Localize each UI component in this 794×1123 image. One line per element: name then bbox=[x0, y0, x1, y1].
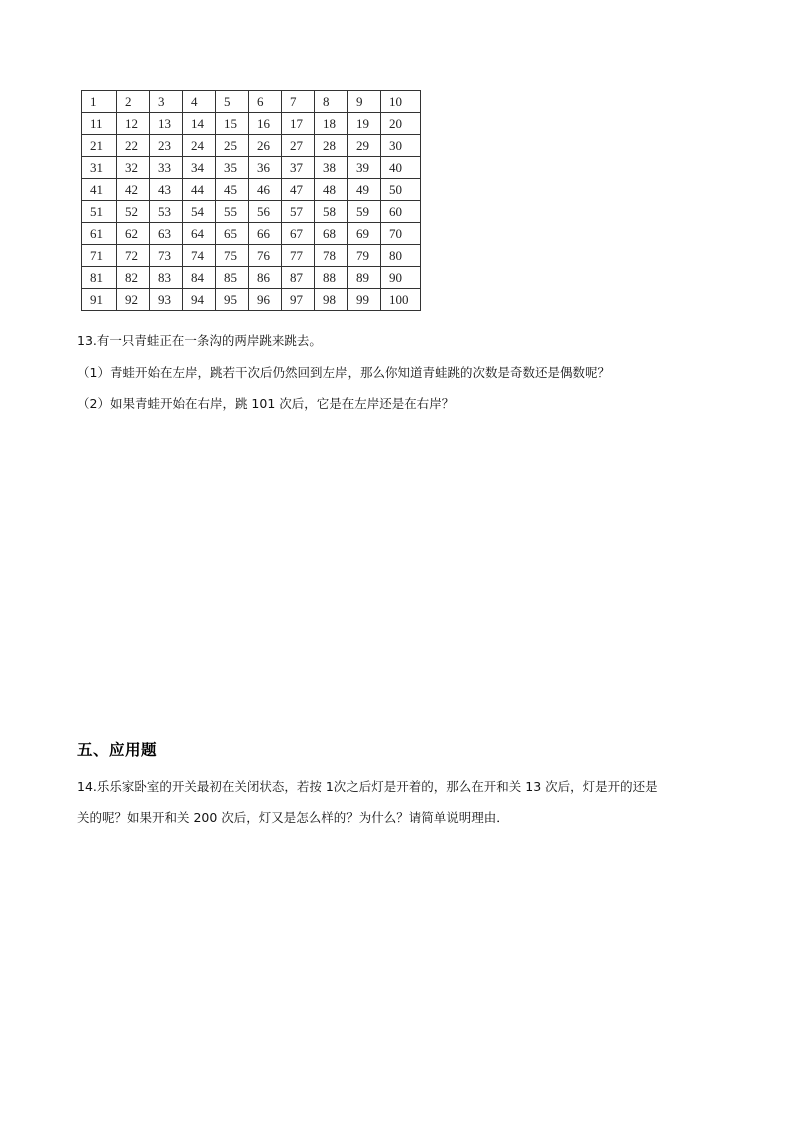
table-cell: 79 bbox=[348, 245, 381, 267]
table-cell: 94 bbox=[183, 289, 216, 311]
table-cell: 81 bbox=[82, 267, 117, 289]
table-cell: 45 bbox=[216, 179, 249, 201]
table-cell: 29 bbox=[348, 135, 381, 157]
table-cell: 15 bbox=[216, 113, 249, 135]
table-cell: 56 bbox=[249, 201, 282, 223]
table-cell: 36 bbox=[249, 157, 282, 179]
table-cell: 75 bbox=[216, 245, 249, 267]
table-cell: 42 bbox=[117, 179, 150, 201]
table-cell: 9 bbox=[348, 91, 381, 113]
table-cell: 67 bbox=[282, 223, 315, 245]
table-cell: 100 bbox=[381, 289, 421, 311]
table-cell: 58 bbox=[315, 201, 348, 223]
table-cell: 70 bbox=[381, 223, 421, 245]
table-cell: 80 bbox=[381, 245, 421, 267]
table-row bbox=[82, 267, 421, 289]
table-cell: 90 bbox=[381, 267, 421, 289]
table-cell: 88 bbox=[315, 267, 348, 289]
table-cell: 32 bbox=[117, 157, 150, 179]
table-cell: 26 bbox=[249, 135, 282, 157]
table-cell: 91 bbox=[82, 289, 117, 311]
table-cell: 65 bbox=[216, 223, 249, 245]
table-cell: 77 bbox=[282, 245, 315, 267]
table-cell: 43 bbox=[150, 179, 183, 201]
table-cell: 87 bbox=[282, 267, 315, 289]
table-cell: 61 bbox=[82, 223, 117, 245]
table-cell: 92 bbox=[117, 289, 150, 311]
table-cell: 13 bbox=[150, 113, 183, 135]
table-cell: 1 bbox=[82, 91, 117, 113]
table-cell: 38 bbox=[315, 157, 348, 179]
table-cell: 41 bbox=[82, 179, 117, 201]
number-table-body bbox=[82, 91, 421, 311]
table-cell: 5 bbox=[216, 91, 249, 113]
table-cell: 4 bbox=[183, 91, 216, 113]
table-cell: 27 bbox=[282, 135, 315, 157]
table-cell: 52 bbox=[117, 201, 150, 223]
table-cell: 22 bbox=[117, 135, 150, 157]
table-cell: 2 bbox=[117, 91, 150, 113]
table-cell: 3 bbox=[150, 91, 183, 113]
table-cell: 72 bbox=[117, 245, 150, 267]
table-cell: 59 bbox=[348, 201, 381, 223]
table-cell: 34 bbox=[183, 157, 216, 179]
table-cell: 66 bbox=[249, 223, 282, 245]
table-cell: 47 bbox=[282, 179, 315, 201]
table-cell: 96 bbox=[249, 289, 282, 311]
question-13-part-2: （2）如果青蛙开始在右岸，跳 101 次后，它是在左岸还是在右岸？ bbox=[77, 396, 455, 411]
question-13-stem: 13.有一只青蛙正在一条沟的两岸跳来跳去。 bbox=[77, 333, 322, 348]
table-cell: 23 bbox=[150, 135, 183, 157]
table-cell: 20 bbox=[381, 113, 421, 135]
number-table bbox=[81, 90, 421, 311]
table-cell: 7 bbox=[282, 91, 315, 113]
table-row bbox=[82, 223, 421, 245]
table-cell: 78 bbox=[315, 245, 348, 267]
table-cell: 93 bbox=[150, 289, 183, 311]
table-cell: 53 bbox=[150, 201, 183, 223]
table-cell: 97 bbox=[282, 289, 315, 311]
table-cell: 18 bbox=[315, 113, 348, 135]
table-cell: 33 bbox=[150, 157, 183, 179]
table-cell: 25 bbox=[216, 135, 249, 157]
table-cell: 74 bbox=[183, 245, 216, 267]
table-row bbox=[82, 245, 421, 267]
table-row bbox=[82, 179, 421, 201]
table-cell: 37 bbox=[282, 157, 315, 179]
table-cell: 10 bbox=[381, 91, 421, 113]
table-cell: 6 bbox=[249, 91, 282, 113]
table-cell: 21 bbox=[82, 135, 117, 157]
table-cell: 68 bbox=[315, 223, 348, 245]
table-cell: 99 bbox=[348, 289, 381, 311]
table-cell: 55 bbox=[216, 201, 249, 223]
table-cell: 57 bbox=[282, 201, 315, 223]
table-row bbox=[82, 135, 421, 157]
table-cell: 24 bbox=[183, 135, 216, 157]
table-cell: 8 bbox=[315, 91, 348, 113]
table-cell: 39 bbox=[348, 157, 381, 179]
table-cell: 51 bbox=[82, 201, 117, 223]
table-row bbox=[82, 289, 421, 311]
table-cell: 49 bbox=[348, 179, 381, 201]
table-cell: 30 bbox=[381, 135, 421, 157]
question-14-line-2: 关的呢？如果开和关 200 次后，灯又是怎么样的？为什么？请简单说明理由． bbox=[77, 810, 509, 825]
table-row bbox=[82, 113, 421, 135]
table-cell: 71 bbox=[82, 245, 117, 267]
table-cell: 12 bbox=[117, 113, 150, 135]
table-cell: 17 bbox=[282, 113, 315, 135]
table-cell: 85 bbox=[216, 267, 249, 289]
table-cell: 82 bbox=[117, 267, 150, 289]
table-row bbox=[82, 201, 421, 223]
table-cell: 76 bbox=[249, 245, 282, 267]
question-13-part-1: （1）青蛙开始在左岸，跳若干次后仍然回到左岸，那么你知道青蛙跳的次数是奇数还是偶数呢？ bbox=[77, 365, 610, 380]
table-row bbox=[82, 157, 421, 179]
table-cell: 40 bbox=[381, 157, 421, 179]
question-14-line-1: 14.乐乐家卧室的开关最初在关闭状态，若按 1次之后灯是开着的，那么在开和关 13 次后，灯是开的还是 bbox=[77, 779, 658, 794]
table-cell: 86 bbox=[249, 267, 282, 289]
table-cell: 63 bbox=[150, 223, 183, 245]
table-cell: 62 bbox=[117, 223, 150, 245]
table-cell: 31 bbox=[82, 157, 117, 179]
table-cell: 98 bbox=[315, 289, 348, 311]
table-cell: 89 bbox=[348, 267, 381, 289]
table-cell: 95 bbox=[216, 289, 249, 311]
table-cell: 64 bbox=[183, 223, 216, 245]
table-cell: 28 bbox=[315, 135, 348, 157]
section-heading: 五、应用题 bbox=[77, 741, 158, 759]
table-cell: 60 bbox=[381, 201, 421, 223]
table-cell: 48 bbox=[315, 179, 348, 201]
table-cell: 44 bbox=[183, 179, 216, 201]
table-cell: 84 bbox=[183, 267, 216, 289]
table-cell: 54 bbox=[183, 201, 216, 223]
table-cell: 11 bbox=[82, 113, 117, 135]
table-row bbox=[82, 91, 421, 113]
table-cell: 50 bbox=[381, 179, 421, 201]
table-cell: 73 bbox=[150, 245, 183, 267]
table-cell: 14 bbox=[183, 113, 216, 135]
table-cell: 83 bbox=[150, 267, 183, 289]
table-cell: 46 bbox=[249, 179, 282, 201]
table-cell: 35 bbox=[216, 157, 249, 179]
table-cell: 19 bbox=[348, 113, 381, 135]
table-cell: 16 bbox=[249, 113, 282, 135]
table-cell: 69 bbox=[348, 223, 381, 245]
